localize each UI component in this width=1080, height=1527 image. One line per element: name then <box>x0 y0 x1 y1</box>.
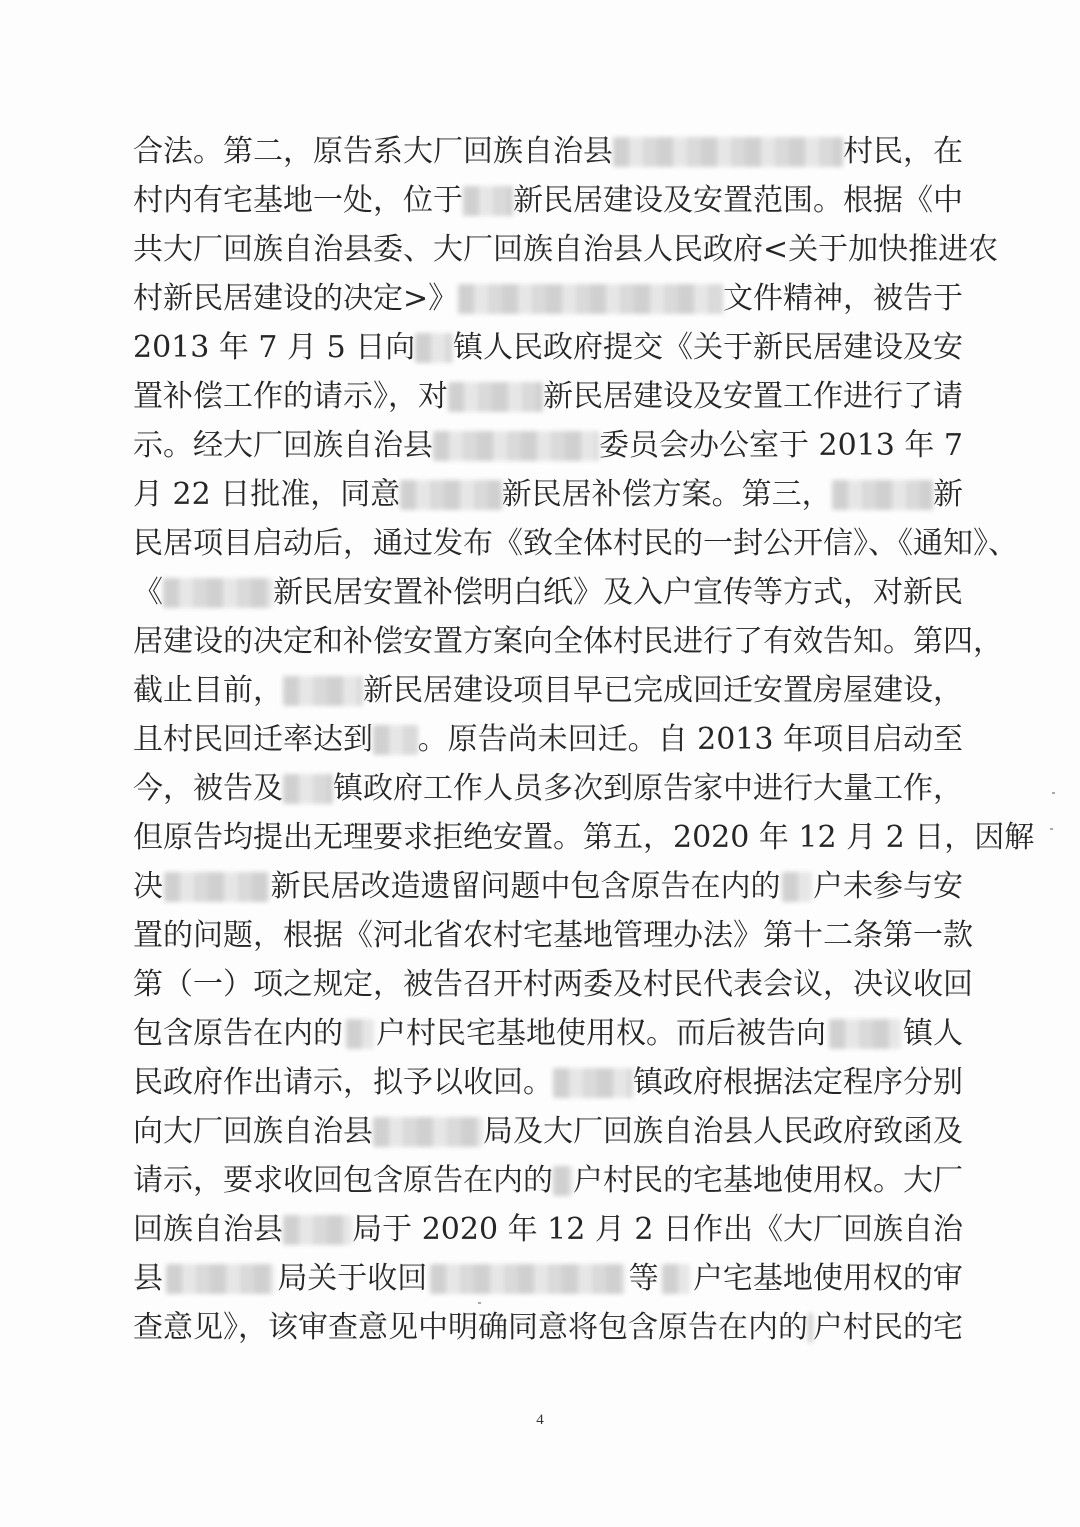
text-segment: 户村民宅基地使用权。而后被告向 <box>376 1016 826 1051</box>
redaction-block <box>808 1313 813 1343</box>
redaction-block <box>373 725 418 755</box>
text-line <box>133 1009 963 1058</box>
text-segment: 村新民居建设的决定>》 <box>133 281 459 316</box>
text-segment: 示。经大厂回族自治县 <box>133 428 433 463</box>
text-segment: 民政府作出请示，拟予以收回。 <box>133 1065 553 1100</box>
text-segment: 村内有宅基地一处，位于 <box>133 183 463 218</box>
text-line <box>133 1107 963 1156</box>
text-segment: 新民居建设及安置工作进行了请 <box>543 379 963 414</box>
page-number: 4 <box>536 1412 544 1428</box>
text-segment: 户村民的宅基地使用权。大厂 <box>573 1163 963 1198</box>
text-segment: 月 22 日批准，同意 <box>133 477 401 512</box>
text-segment: 置补偿工作的请示》，对 <box>133 379 448 414</box>
text-line <box>133 1058 963 1107</box>
text-line <box>133 519 1018 568</box>
text-segment: 但原告均提出无理要求拒绝安置。第五，2020 年 12 月 2 日，因解 <box>133 820 1035 855</box>
text-line <box>133 960 973 1009</box>
redaction-block <box>373 1117 483 1147</box>
redaction-block <box>433 431 599 461</box>
text-line <box>133 1156 963 1205</box>
redaction-block <box>553 1068 633 1098</box>
redaction-block <box>283 676 363 706</box>
text-segment: 且村民回迁率达到 <box>133 722 373 757</box>
text-segment: 文件精神，被告于 <box>723 281 963 316</box>
text-segment: 户未参与安 <box>813 869 963 904</box>
redaction-block <box>832 480 933 510</box>
redaction-block <box>415 333 453 363</box>
redaction-block <box>346 1019 374 1049</box>
text-segment: 新民居改造遗留问题中包含原告在内的 <box>270 869 781 904</box>
text-segment: 《 <box>133 575 163 610</box>
redaction-block <box>283 1215 352 1245</box>
redaction-block <box>662 1264 690 1294</box>
redaction-block <box>782 872 812 902</box>
redaction-block <box>448 382 543 412</box>
text-segment: 户村民的宅 <box>813 1310 963 1345</box>
text-segment: 民居项目启动后，通过发布《致全体村民的一封公开信》、《通知》、 <box>133 526 1018 561</box>
scan-speck <box>1050 828 1053 830</box>
text-line <box>133 568 963 617</box>
redaction-block <box>164 872 269 902</box>
text-line <box>133 176 963 225</box>
text-segment: 第（一）项之规定，被告召开村两委及村民代表会议，决议收回 <box>133 967 973 1002</box>
text-line <box>133 1303 963 1352</box>
text-segment: 今，被告及 <box>133 771 283 806</box>
text-segment: 委员会办公室于 2013 年 7 <box>598 428 963 463</box>
text-segment: 局及大厂回族自治县人民政府致函及 <box>483 1114 963 1149</box>
text-segment: 新民居安置补偿明白纸》及入户宣传等方式，对新民 <box>273 575 963 610</box>
body-text <box>133 127 1035 1352</box>
text-segment: 2013 年 7 月 5 日向 <box>133 330 416 365</box>
text-segment: 。原告尚未回迁。自 2013 年项目启动至 <box>417 722 963 757</box>
text-segment: 村民，在 <box>843 134 963 169</box>
text-line <box>133 666 963 715</box>
text-line <box>133 225 999 274</box>
text-segment: 包含原告在内的 <box>133 1016 343 1051</box>
text-segment: 置的问题，根据《河北省农村宅基地管理办法》第十二条第一款 <box>133 918 973 953</box>
text-segment: 请示，要求收回包含原告在内的 <box>133 1163 553 1198</box>
text-segment: 居建设的决定和补偿安置方案向全体村民进行了有效告知。第四， <box>133 624 1003 659</box>
text-segment: 镇政府根据法定程序分别 <box>633 1065 963 1100</box>
text-line <box>133 372 963 421</box>
text-segment: 新民居建设项目早已完成回迁安置房屋建设， <box>363 673 963 708</box>
text-segment: 新民居建设及安置范围。根据《中 <box>513 183 963 218</box>
text-segment: 新 <box>933 477 963 512</box>
text-line <box>133 274 963 323</box>
text-line <box>133 862 963 911</box>
text-line <box>133 617 1003 666</box>
text-segment: 局于 2020 年 12 月 2 日作出《大厂回族自治 <box>352 1212 963 1247</box>
text-segment: 户宅基地使用权的审 <box>692 1261 963 1296</box>
redaction-block <box>430 1264 625 1294</box>
redaction-block <box>400 480 501 510</box>
text-segment: 镇人 <box>903 1016 963 1051</box>
text-segment: 向大厂回族自治县 <box>133 1114 373 1149</box>
redaction-block <box>829 1019 901 1049</box>
text-segment: 镇政府工作人员多次到原告家中进行大量工作， <box>333 771 963 806</box>
redaction-block <box>163 578 273 608</box>
text-segment: 截止目前， <box>133 673 283 708</box>
text-line <box>133 911 973 960</box>
text-line <box>133 715 963 764</box>
text-line <box>133 323 963 372</box>
text-segment: 合法。第二，原告系大厂回族自治县 <box>133 134 613 169</box>
text-line <box>133 1205 963 1254</box>
scan-speck <box>478 1302 481 1304</box>
text-line <box>133 813 1035 862</box>
redaction-block <box>166 1264 274 1294</box>
redaction-block <box>458 284 723 314</box>
text-segment: 镇人民政府提交《关于新民居建设及安 <box>453 330 963 365</box>
text-segment: 共大厂回族自治县委、大厂回族自治县人民政府<关于加快推进农 <box>133 232 999 267</box>
text-segment: 查意见》，该审查意见中明确同意将包含原告在内的 <box>133 1310 808 1345</box>
text-line <box>133 470 963 519</box>
text-segment: 等 <box>628 1261 659 1296</box>
text-segment: 县 <box>133 1261 163 1296</box>
text-line <box>133 764 963 813</box>
redaction-block <box>283 774 333 804</box>
text-line <box>133 1254 963 1303</box>
redaction-block <box>613 137 843 167</box>
redaction-block <box>553 1166 573 1196</box>
text-segment: 回族自治县 <box>133 1212 283 1247</box>
text-line <box>133 127 963 176</box>
text-segment: 局关于收回 <box>277 1261 428 1296</box>
text-segment: 决 <box>133 869 163 904</box>
text-segment: 新民居补偿方案。第三， <box>501 477 832 512</box>
redaction-block <box>463 186 513 216</box>
text-line <box>133 421 963 470</box>
scan-speck <box>1052 792 1055 794</box>
